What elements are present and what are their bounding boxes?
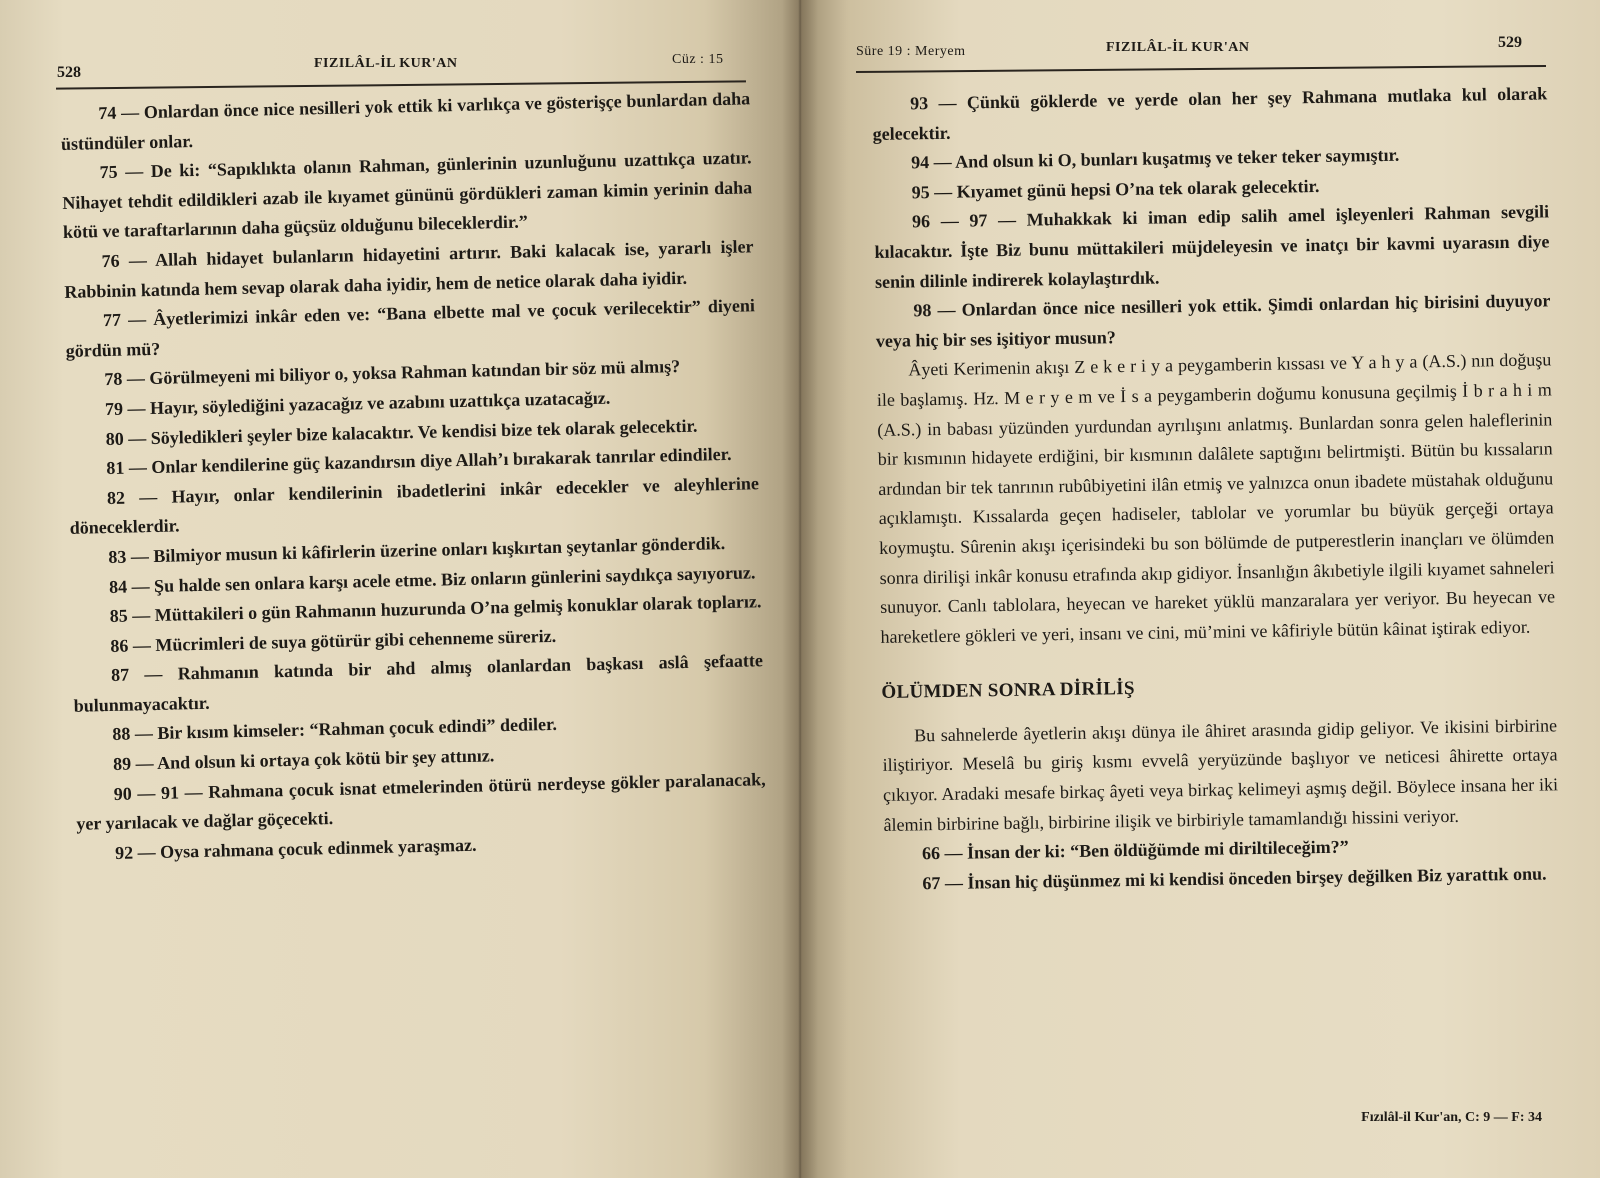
commentary-paragraph: Âyeti Kerimenin akışı Z e k e r i y a peygamberin kıssası ve Y a h y a (A.S.) nın doğuşu ile başlamış. Hz. M e r y e m ve İ s a peygamberin doğumu konusuna geçilmiş İ b r a h i m (A.S.) in babası yüzünden yurdundan ayrılışını anlatmış. Bunlardan sonra gelen haleflerinin bir kısmının hidayete erdiğini, bir kısmının dalâlete saptığını belirtmişti. Bütün bu kıssaların ardından bir tek tanrının rubûbiyetini ilân etmiş ve yalnızca onun ibadete müstahak olduğunu açıklamıştı. Kıssalarda geçen hadiseler, tablolar ve yorumlar bu büyük gerçeği ortaya koymuştu. Sûrenin akışı içerisindeki bu son bölümde de putperestlerin inançları ve ölümden sonra dirilişi inkâr konusu etrafında akıp gidiyor. İnsanlığın âkıbetiyle ilgili kıyamet sahneleri sunuyor. Canlı tablolara, heyecan ve hareket yüklü manzaralara yer veriyor. Bu heyecan ve hareketlere gökleri ve yeri, insanı ve cini, mü’mini ve kâfiriyle bütün kâinat iştirak ediyor. xyxy=(876,349,1556,647)
verse-75: 75 — De ki: “Sapıklıkta olanın Rahman, günlerinin uzunluğunu uzattıkça uzatır. Nihayet tehdit edildikleri azab ile kıyamet gününü gördükleri zaman kimin yerinin daha kötü ve taraftarlarının daha güçsüz olduğunu bileceklerdir.” xyxy=(62,147,753,243)
verse-83: 83 — Bilmiyor musun ki kâfirlerin üzerine onları kışkırtan şeytanlar gönderdik. xyxy=(108,532,726,567)
sura-label: Süre 19 : Meryem xyxy=(856,44,966,59)
section-paragraph: Bu sahnelerde âyetlerin akışı dünya ile âhiret arasında gidip geliyor. Ve ikisini birbirine iliştiriyor. Meselâ bu giriş kısmı evvelâ yeryüzünde başlıyor ve neticesi âhirette ortaya çıkıyor. Aradaki mesafe birkaç âyeti veya birkaç kelimeyi aşmış değil. Böylece insana her iki âlemin birbirine bağlı, birbirine ilişik ve birbiriyle tamamlandığı hissini veriyor. xyxy=(882,715,1559,835)
verse-76: 76 — Allah hidayet bulanların hidayetini artırır. Baki kalacak ise, yararlı işler Rabbinin katında hem sevap olarak daha iyidir, hem de netice olarak daha iyidir. xyxy=(64,236,754,302)
verse-89: 89 — And olsun ki ortaya çok kötü bir şey attınız. xyxy=(112,745,495,775)
verse-77: 77 — Âyetlerimizi inkâr eden ve: “Bana elbette mal ve çocuk verilecektir” diyeni gördün mü? xyxy=(65,295,756,361)
verse-85: 85 — Müttakileri o gün Rahmanın huzurunda O’na gelmiş konuklar olarak toplarız. xyxy=(109,591,762,627)
verse-79: 79 — Hayır, söylediğini yazacağız ve azabını uzattıkça uzatacağız. xyxy=(104,387,611,419)
verse-96-97: 96 — 97 — Muhakkak ki iman edip salih amel işleyenleri Rahman sevgili kılacaktır. İşte Biz bunu müttakileri müjdeleyesin ve inatçı bir kavmi uyarasın diye senin dilinle indirerek kolaylaştırdık. xyxy=(874,201,1550,292)
right-header-rule xyxy=(856,65,1546,73)
right-running-title: FIZILÂL-İL KUR'AN xyxy=(1106,40,1250,55)
verse-93: 93 — Çünkü göklerde ve yerde olan her şey Rahmana mutlaka kul olarak gelecektir. xyxy=(872,83,1548,144)
book-gutter xyxy=(782,0,818,1178)
verse-80: 80 — Söyledikleri şeyler bize kalacaktır. Ve kendisi bize tek olarak gelecektir. xyxy=(105,415,698,449)
right-page-number: 529 xyxy=(1498,34,1522,51)
verse-84: 84 — Şu halde sen onlara karşı acele etme. Biz onların günlerini saydıkça sayıyoruz. xyxy=(108,561,756,597)
verse-92: 92 — Oysa rahmana çocuk edinmek yaraşmaz. xyxy=(114,834,477,863)
verse-95: 95 — Kıyamet günü hepsi O’na tek olarak gelecektir. xyxy=(911,175,1320,203)
juz-label: Cüz : 15 xyxy=(672,52,724,67)
verse-88: 88 — Bir kısım kimseler: “Rahman çocuk edindi” dediler. xyxy=(112,714,558,745)
verse-82: 82 — Hayır, onlar kendilerinin ibadetlerini inkâr edecekler ve aleyhlerine döneceklerdir. xyxy=(69,472,760,539)
verse-98: 98 — Onlardan önce nice nesilleri yok ettik. Şimdi onlardan hiç birisini duyuyor veya hiç bir ses işitiyor musun? xyxy=(875,290,1551,351)
volume-footer: Fızılâl-il Kur'an, C: 9 — F: 34 xyxy=(1361,1110,1542,1125)
verse-74: 74 — Onlardan önce nice nesilleri yok ettik ki varlıkça ve gösterişçe bunlardan daha üstündüler onlar. xyxy=(60,88,751,154)
right-page xyxy=(800,0,1600,1178)
verse-67: 67 — İnsan hiç düşünmez mi ki kendisi önceden birşey değilken Biz yarattık onu. xyxy=(922,863,1547,894)
verse-94: 94 — And olsun ki O, bunları kuşatmış ve teker teker saymıştır. xyxy=(910,144,1400,173)
verse-66: 66 — İnsan der ki: “Ben öldüğümde mi diriltileceğim?” xyxy=(921,836,1349,864)
left-page-number: 528 xyxy=(57,64,81,81)
section-heading: ÖLÜMDEN SONRA DİRİLİŞ xyxy=(881,678,1135,704)
left-running-title: FIZILÂL-İL KUR'AN xyxy=(314,56,458,71)
verse-78: 78 — Görülmeyeni mi biliyor o, yoksa Rahman katından bir söz mü almış? xyxy=(104,356,681,390)
verse-90-91: 90 — 91 — Rahmana çocuk isnat etmelerinden ötürü nerdeyse gökler paralanacak, yer yarılacak ve dağlar göçecekti. xyxy=(76,768,766,835)
verse-87: 87 — Rahmanın katında bir ahd almış olanlardan başkası aslâ şefaatte bulunmayacaktır. xyxy=(73,650,764,716)
verse-86: 86 — Mücrimleri de suya götürür gibi cehenneme süreriz. xyxy=(110,625,557,656)
left-text-block xyxy=(60,84,767,869)
right-text-block xyxy=(872,79,1560,899)
verse-81: 81 — Onlar kendilerine güç kazandırsın diye Allah’ı bırakarak tanrılar edindiler. xyxy=(106,443,732,479)
